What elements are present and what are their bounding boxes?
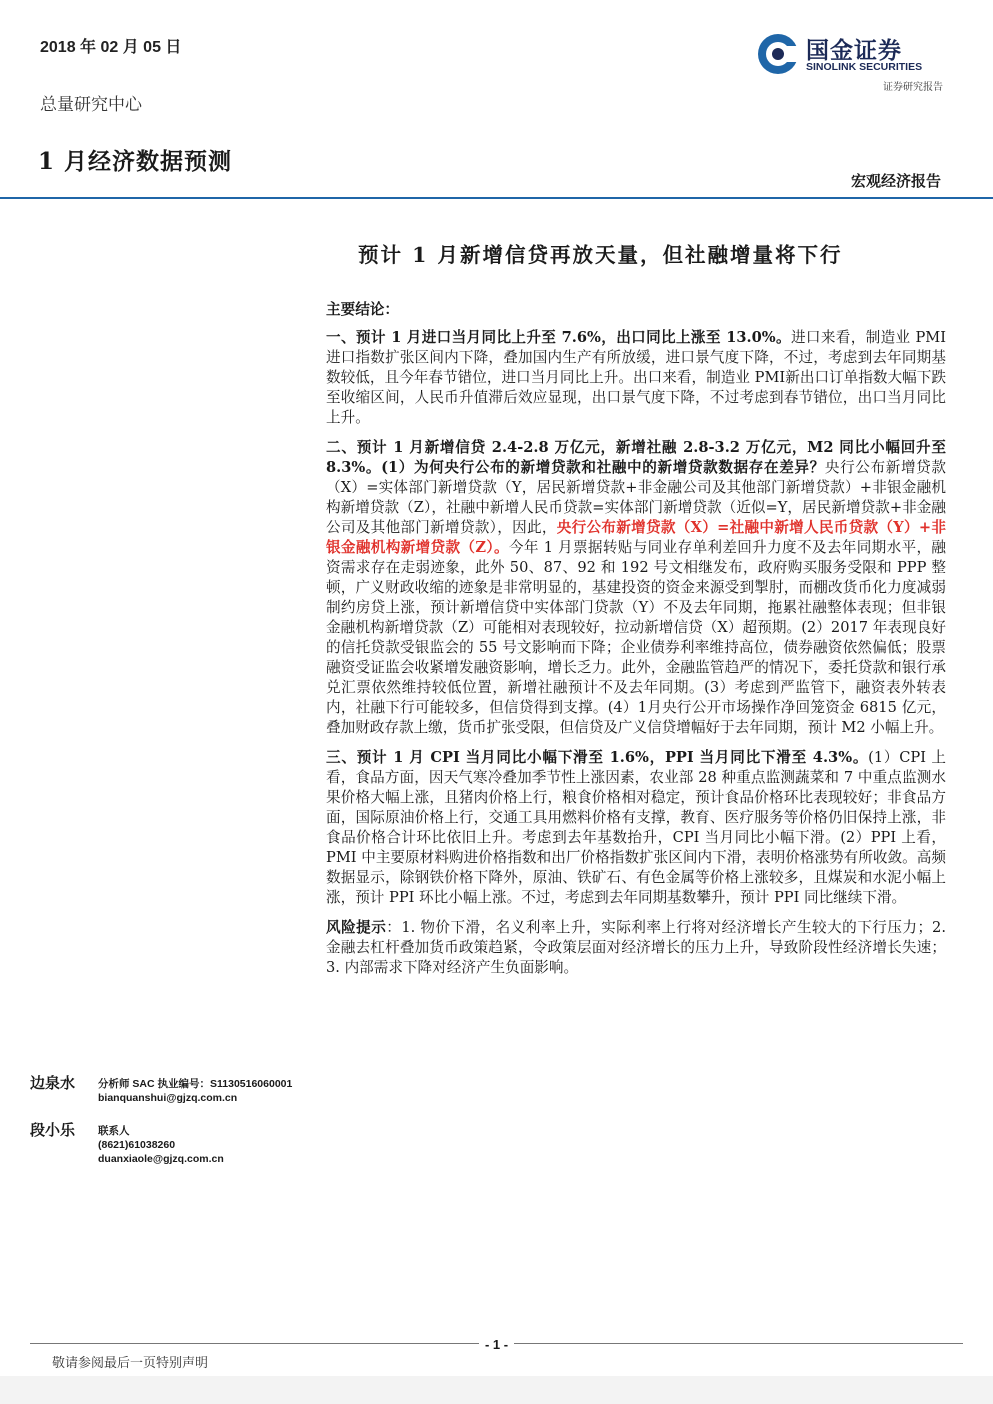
footer-disclaimer: 敬请参阅最后一页特别声明 (52, 1356, 209, 1371)
risk-warning (326, 918, 946, 978)
conclusion-2-highlight: 央行公布新增贷款（X）=社融中新增人民币贷款（Y）+非银金融机构新增贷款（Z）。 (326, 519, 946, 556)
conclusion-2-heading: 二、预计 1 月新增信贷 2.4-2.8 万亿元，新增社融 2.8-3.2 万亿元，M2 同比小幅回升至 8.3%。(1）为何央行公布的新增贷款和社融中的新增贷款数据存在差异？ (326, 439, 946, 476)
report-category-label: 证券研究报告 (883, 82, 943, 93)
analyst-name: 边泉水 (30, 1074, 76, 1092)
contact-name: 段小乐 (30, 1121, 76, 1139)
conclusion-1 (326, 328, 946, 428)
conclusion-1-body: 进口来看，制造业 PMI 进口指数扩张区间内下降，叠加国内生产有所放缓，进口景气度下降，不过，考虑到去年同期基数较低，且今年春节错位，进口当月同比上升。出口来看，制造业 PMI新出口订单指数大幅下跌至收缩区间，人民币升值滞后效应显现，出口景气度下降，不过考虑到春节错位，出口当月同比上升。 (326, 329, 946, 426)
analyst-email: bianquanshui@gjzq.com.cn (98, 1092, 238, 1104)
analyst-sac-number: 分析师 SAC 执业编号：S1130516060001 (98, 1078, 293, 1090)
report-headline: 预计 1 月新增信贷再放天量，但社融增量将下行 (358, 243, 843, 267)
conclusion-2-body-b: 今年 1 月票据转贴与同业存单利差回升力度不及去年同期水平，融资需求存在走弱迹象，此外 50、87、92 和 192 号文相继发布，政府购买服务受限和 PPP 整顿，广义财政收缩的迹象是非常明显的，基建投资的资金来源受到掣肘，而棚改货币化力度减弱制约房贷上涨，预计新增信贷中实体部门贷款（Y）不及去年同期，拖累社融整体表现；但非银金融机构新增贷款（Z）可能相对表现较好，拉动新增信贷（X）超预期。(2）2017 年表现良好的信托贷款受银监会的 55 号文影响而下降；企业债券利率维持高位，债券融资依然偏低；股票融资受证监会收紧增发融资影响，增长乏力。此外，金融监管趋严的情况下，委托贷款和银行承兑汇票依然维持较低位置，新增社融预计不及去年同期。(3）考虑到严监管下，融资表外转表内，社融下行可能较多，但信贷得到支撑。(4）1月央行公开市场操作净回笼资金 6815 亿元，叠加财政存款上缴，货币扩张受限，但信贷及广义信贷增幅好于去年同期，预计 M2 小幅上升。 (326, 539, 946, 736)
conclusion-3-body: (1）CPI 上看，食品方面，因天气寒冷叠加季节性上涨因素，农业部 28 种重点监测蔬菜和 7 中重点监测水果价格大幅上涨，且猪肉价格上行，粮食价格相对稳定，预计食品价格环比表现较好；非食品方面，国际原油价格上行，交通工具用燃料价格有支撑，教育、医疗服务等价格仍旧保持上涨，非食品价格合计环比依旧上升。考虑到去年基数抬升，CPI 当月同比小幅下滑。(2）PPI 上看，PMI 中主要原材料购进价格指数和出厂价格指数扩张区间内下滑，表明价格涨势有所收敛。高频数据显示，除钢铁价格下降外，原油、铁矿石、有色金属等价格上涨较多，且煤炭和水泥小幅上涨，预计 PPI 环比小幅上涨。不过，考虑到去年同期基数攀升，预计 PPI 同比继续下滑。 (326, 749, 946, 906)
footer-band (0, 1376, 993, 1404)
department-label: 总量研究中心 (40, 95, 142, 115)
company-logo (756, 30, 956, 80)
page-number (0, 1334, 993, 1353)
conclusion-2 (326, 438, 946, 738)
contact-email: duanxiaole@gjzq.com.cn (98, 1153, 224, 1165)
report-title: 1 月经济数据预测 (38, 148, 233, 175)
page-number-text: - 1 - (479, 1337, 514, 1352)
conclusion-3 (326, 748, 946, 908)
conclusion-1-heading: 一、预计 1 月进口当月同比上升至 7.6%，出口同比上涨至 13.0%。 (326, 329, 791, 346)
contact-phone: (8621)61038260 (98, 1139, 176, 1151)
main-conclusions (326, 300, 946, 988)
header-divider (0, 197, 993, 199)
report-date: 2018 年 02 月 05 日 (40, 39, 182, 56)
contact-role: 联系人 (98, 1125, 130, 1137)
risk-text: ：1. 物价下滑，名义利率上升，实际利率上行将对经济增长产生较大的下行压力；2. 金融去杠杆叠加货币政策趋紧，令政策层面对经济增长的压力上升，导致阶段性经济增长失速；3. 内部需求下降对经济产生负面影响。 (326, 919, 946, 976)
logo-mark-icon (756, 32, 800, 76)
analyst-info (98, 1077, 292, 1105)
risk-label: 风险提示 (326, 919, 387, 936)
conclusions-label: 主要结论： (326, 301, 399, 318)
logo-text-en: SINOLINK SECURITIES (806, 61, 923, 73)
conclusion-2-body-a: 央行公布新增贷款（X）=实体部门新增贷款（Y，居民新增贷款+非金融公司及其他部门新增贷款）+非银金融机构新增贷款（Z），社融中新增人民币贷款=实体部门新增贷款（近似=Y，居民新增贷款+非金融公司及其他部门新增贷款），因此， (326, 459, 946, 536)
logo-text-cn: 国金证券 (806, 38, 902, 64)
contact-info (98, 1124, 224, 1166)
conclusion-3-heading: 三、预计 1 月 CPI 当月同比小幅下滑至 1.6%，PPI 当月同比下滑至 4.3%。 (326, 749, 869, 766)
report-type: 宏观经济报告 (850, 172, 941, 190)
